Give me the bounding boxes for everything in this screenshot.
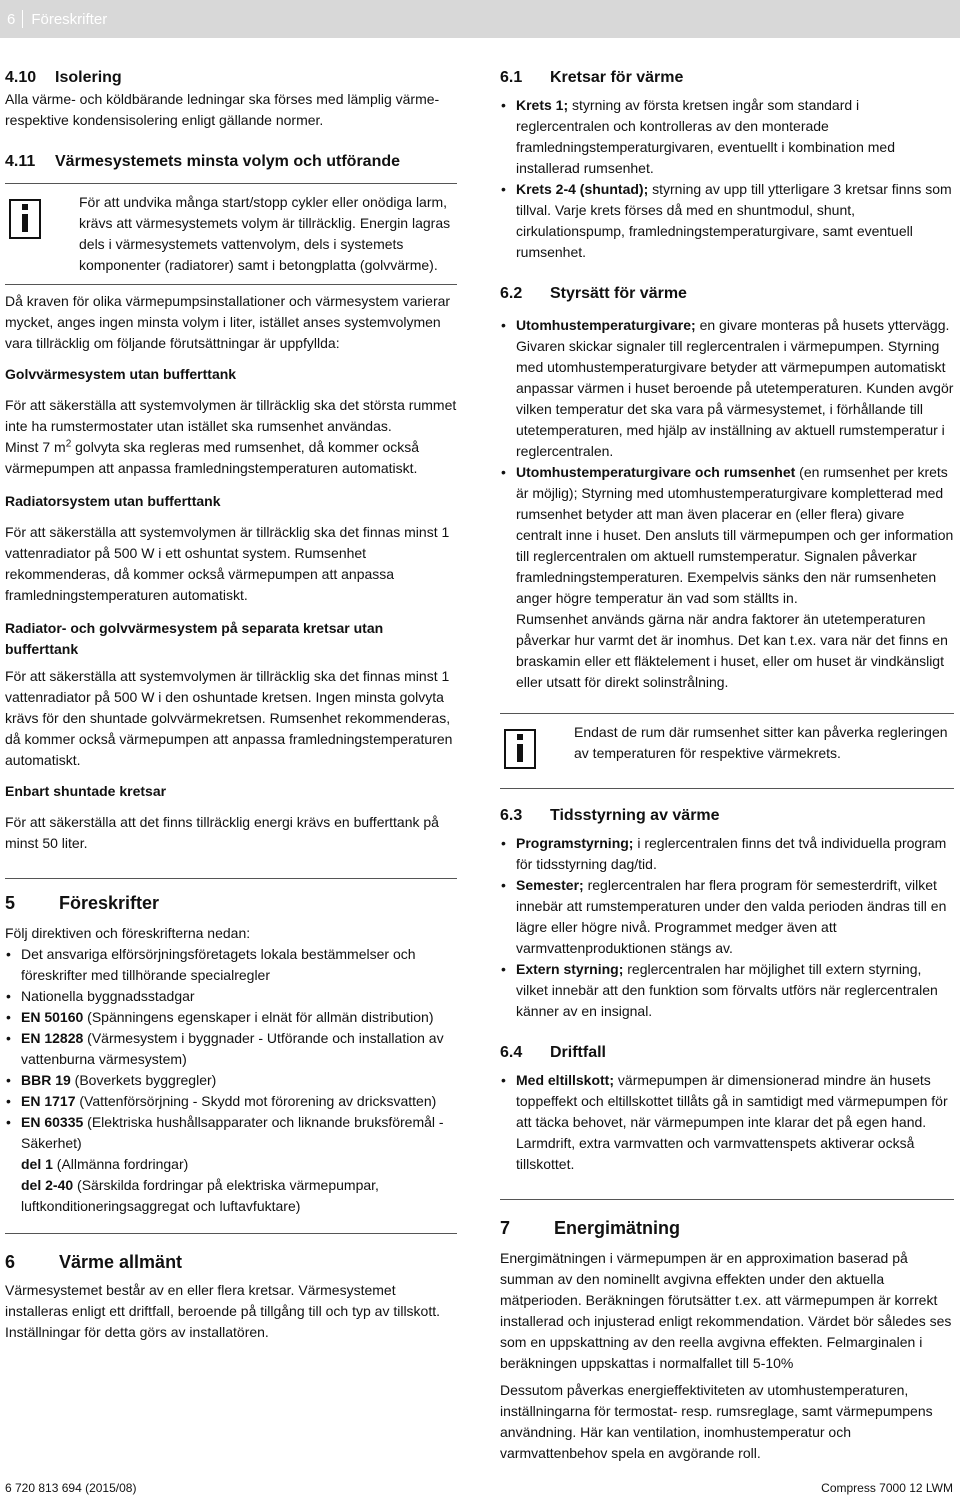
list-item: • EN 1717 (Vattenförsörjning - Skydd mot förorening av dricksvatten)	[5, 1091, 457, 1112]
list-item: • Krets 1; styrning av första kretsen ingår som standard i reglercentralen och kontrolleras av den monterade framledningstemperaturgivaren, eventuellt i kombination med installerad rumsenhet.	[500, 95, 954, 179]
radiator-text: För att säkerställa att systemvolymen är tillräcklig ska det finnas minst 1 vattenradiator på 500 W i ett oshuntat system. Rumsenhet rekommenderas, då kommer också värmepumpen att anpassa framledningstemperaturen automatiskt.	[5, 524, 450, 603]
list-item: • Programstyrning; i reglercentralen finns det två individuella program för tidsstyrning dag/tid.	[500, 833, 954, 875]
radiator-golv-text: För att säkerställa att systemvolymen är tillräcklig ska det finnas minst 1 vattenradiator på 500 W i den oshuntade kretsen. Ingen minsta golvyta krävs för den shuntade golvvärmekretsen. Rumsenhet rekommenderas, då kommer också värmepumpen att anpassa framledningstemperaturen automatiskt.	[5, 668, 453, 768]
info-note-right	[500, 714, 954, 764]
section-7-text-1: Energimätningen i värmepumpen är en approximation baserad på summan av den nominellt avgivna effekten under den aktuella mätperioden. Beräkningen förutsätter t.ex. att värmepumpen är korrekt installerad och injusterad enligt rekommendation. Värdet bör således ses som en uppskattning av den reella avgivna effekten. Felmarginalen i beräkningen uppskattas i normalfallet till 5-10%	[500, 1250, 952, 1371]
section-7-text-2: Dessutom påverkas energieffektiviteten av utomhustemperaturen, inställningarna för termostat- resp. rumsreglage, samt värmepumpens användning. Här kan ventilation, inomhustemperatur och varmvattenbehov spela en avgörande roll.	[500, 1382, 933, 1461]
section-6-2-heading: 6.2 Styrsätt för värme	[500, 285, 687, 302]
list-item: • Extern styrning; reglercentralen har möjlighet till extern styrning, vilket innebär att den funktion som förvalts utförs när reglercentralen känner av en insignal.	[500, 959, 954, 1022]
section-4-10-heading: 4.10 Isolering	[5, 69, 122, 86]
section-6-3-heading: 6.3 Tidsstyrning av värme	[500, 807, 720, 824]
info-note	[5, 184, 457, 276]
golvvarme-text-1: För att säkerställa att systemvolymen är tillräcklig ska det största rummet inte ha rumstermostater utan istället ska rumsenhet användas.	[5, 397, 457, 434]
golvvarme-text-2: Minst 7 $m^2$ golvyta ska regleras med rumsenhet, då kommer också värmepumpen att anpassa framledningstemperaturen automatiskt.	[5, 438, 420, 476]
list-item: • Utomhustemperaturgivare; en givare monteras på husets yttervägg. Givaren skickar signaler till reglercentralen i värmepumpen. Styrning med utomhustemperaturgivare betyder att värmepumpen automatiskt anpassar värmen i huset beroende på utetemperaturen. Kunden avgör vilken temperatur det ska vara på värmesystemet, i förhållande till utetemperaturen, med hjälp av inställning av aktuell rumstemperatur i reglercentralen.	[500, 315, 954, 462]
section-6-4-heading: 6.4 Driftfall	[500, 1044, 606, 1061]
shuntade-text: För att säkerställa att det finns tillräcklig energi krävs en bufferttank på minst 50 liter.	[5, 814, 439, 851]
info-icon	[9, 199, 41, 239]
list-item: • Krets 2-4 (shuntad); styrning av upp till ytterligare 3 kretsar finns som tillval. Varje krets förses då med en shuntmodul, shunt, cirkulationspump, framledningstemperaturgivare, samt eventuell rumsenhet.	[500, 179, 954, 263]
list-item: • Utomhustemperaturgivare och rumsenhet (en rumsenhet per krets är möjlig); Styrning med utomhustemperaturgivare kompletterad med rumsenhet betyder att man även placerar en (eller flera) givare centralt inne i huset. Den ansluts till värmepumpen och ger information till reglercentralen om aktuell rumstemperatur. Signalen påverkar framledningstemperaturen. Exempelvis sänks den när rumsenheten anger högre temperatur än vad som ställts in. Rumsenhet används gärna när andra faktorer än utetemperaturen påverkar hur varmt det är inomhus. Det kan t.ex. vara när det finns en braskamin eller ett fläktelement i huset, eller om huset är vindkänsligt eller utsatt för direkt solinstrålning.	[500, 462, 954, 693]
right-column	[500, 67, 954, 1464]
list-item: • EN 60335 (Elektriska hushållsapparater och liknande bruksföremål - Säkerhet)	[5, 1112, 457, 1154]
list-item: • Nationella byggnadsstadgar	[5, 986, 457, 1007]
list-item: • EN 50160 (Spänningens egenskaper i elnät för allmän distribution)	[5, 1007, 457, 1028]
volume-intro: Då kraven för olika värmepumpsinstallationer och värmesystem varierar mycket, anges ingen minsta volym i liter, istället anses systemvolymen vara tillräcklig om följande förutsättningar är uppfyllda:	[5, 293, 451, 351]
section-4-10-text: Alla värme- och köldbärande ledningar ska förses med lämplig värme-respektive kondensisolering enligt gällande normer.	[5, 91, 440, 128]
header-divider	[22, 10, 23, 28]
en60335-del240: del 2-40 (Särskilda fordringar på elektriska värmepumpar, luftkonditioneringsaggregat och luftavfuktare)	[21, 1177, 379, 1214]
regulations-list	[5, 944, 457, 1154]
footer-product: Compress 7000 12 LWM	[821, 1481, 953, 1495]
section-6-heading: 6 Värme allmänt	[5, 1252, 183, 1272]
tidsstyrning-list	[500, 833, 954, 1022]
info-icon	[504, 729, 536, 769]
styrsatt-list	[500, 315, 954, 693]
page-header	[0, 0, 960, 38]
section-5-heading: 5 Föreskrifter	[5, 893, 160, 913]
footer-doc-number: 6 720 813 694 (2015/08)	[5, 1481, 137, 1495]
kretsar-list	[500, 95, 954, 263]
list-item: • Det ansvariga elförsörjningsföretagets lokala bestämmelser och föreskrifter med tillhörande specialregler	[5, 944, 457, 986]
en60335-del1: del 1 (Allmänna fordringar)	[21, 1156, 189, 1172]
subhead-radiator-golv: Radiator- och golvvärmesystem på separata kretsar utan bufferttank	[5, 620, 384, 657]
section-5-intro: Följ direktiven och föreskrifterna nedan:	[5, 925, 251, 941]
list-item: • Semester; reglercentralen har flera program för semesterdrift, vilket innebär att rumstemperaturen under den valda perioden ändras till en lägre eller högre nivå. Programmet medger även att varmvattenproduktionen stängs av.	[500, 875, 954, 959]
section-4-11-heading: 4.11 Värmesystemets minsta volym och utförande	[5, 153, 401, 170]
section-6-text: Värmesystemet består av en eller flera kretsar. Värmesystemet installeras enligt ett driftfall, beroende på tillgång till och typ av tillskott. Inställningar för detta görs av installatören.	[5, 1282, 441, 1340]
subhead-shuntade: Enbart shuntade kretsar	[5, 783, 167, 799]
list-item: • Med eltillskott; värmepumpen är dimensionerad mindre än husets toppeffekt och eltillskottet tillåts gå in samtidigt med värmepumpen för att täcka behovet, när värmepumpen inte klarar det på egen hand. Larmdrift, extra varmvatten och varmvattenspets aktiverar också tillskottet.	[500, 1070, 954, 1175]
list-item: • BBR 19 (Boverkets byggregler)	[5, 1070, 457, 1091]
info-note-text: För att undvika många start/stopp cykler eller onödiga larm, krävs att värmesystemets volym är tillräcklig. Energin lagras dels i värmesystemets vattenvolym, dels i systemets komponenter (radiatorer) samt i betongplatta (golvvärme).	[79, 194, 451, 273]
page-number: 6	[7, 10, 16, 28]
driftfall-list	[500, 1070, 954, 1175]
list-item: • EN 12828 (Värmesystem i byggnader - Utförande och installation av vattenburna värmesystem)	[5, 1028, 457, 1070]
section-7-heading: 7 Energimätning	[500, 1218, 681, 1238]
info-note-text: Endast de rum där rumsenhet sitter kan påverka regleringen av temperaturen för respektive värmekrets.	[574, 724, 948, 761]
subhead-radiator: Radiatorsystem utan bufferttank	[5, 493, 221, 509]
left-column	[5, 67, 457, 1343]
subhead-golvvarme: Golvvärmesystem utan bufferttank	[5, 366, 237, 382]
header-title: Föreskrifter	[31, 10, 108, 28]
section-6-1-heading: 6.1 Kretsar för värme	[500, 69, 684, 86]
